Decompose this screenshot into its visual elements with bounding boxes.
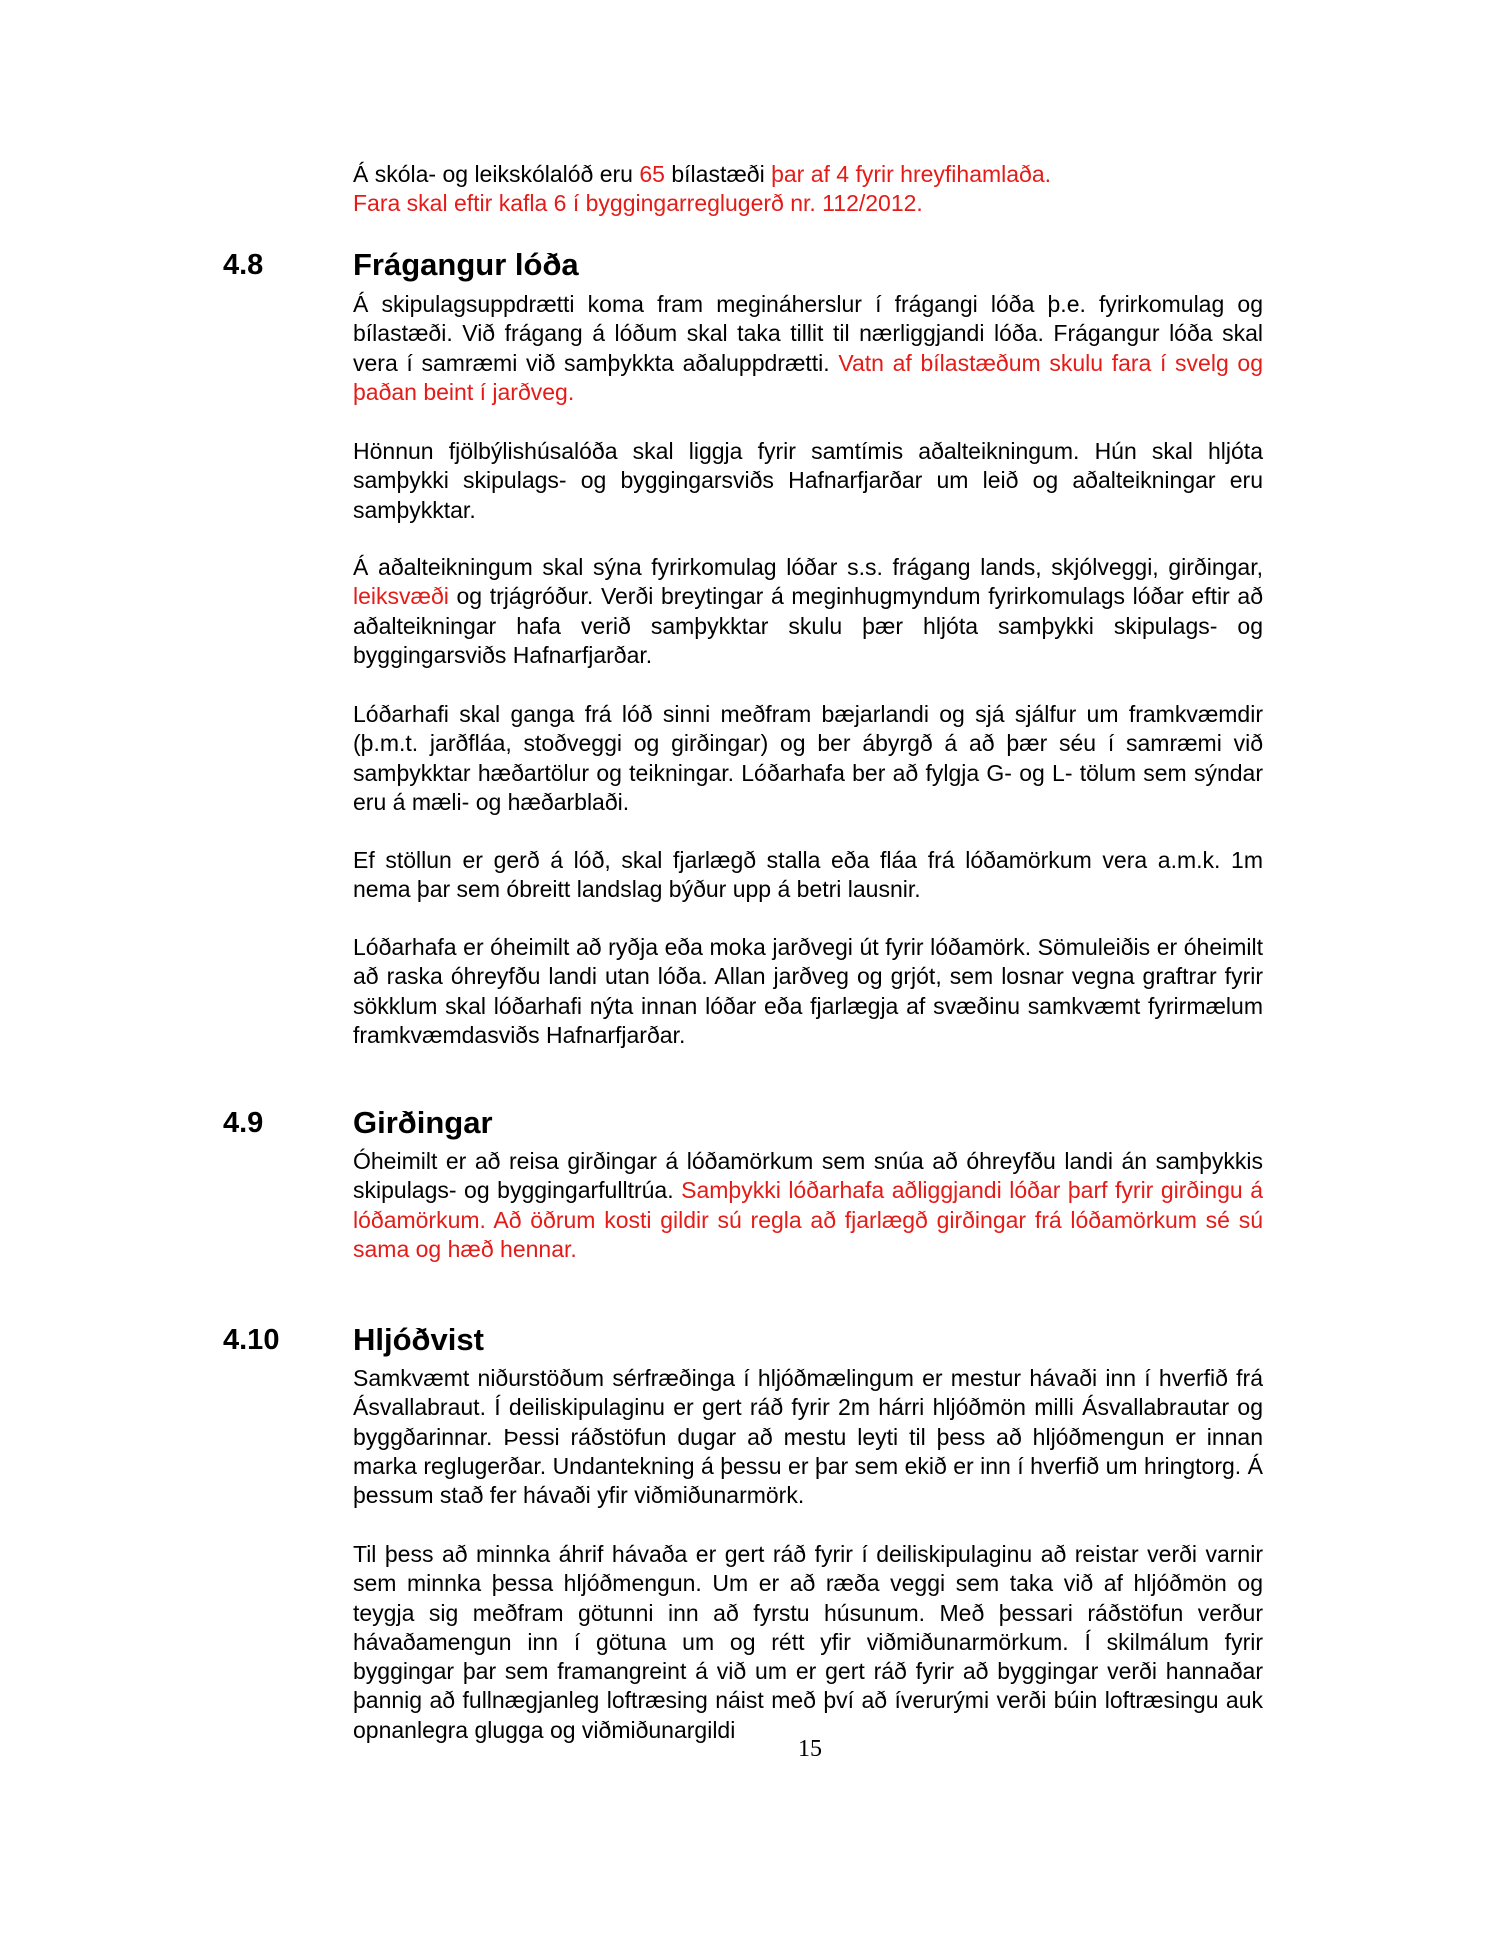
- parking-accessible: þar af 4 fyrir hreyfihamlaða.: [771, 161, 1052, 187]
- s48-paragraph-6: Lóðarhafa er óheimilt að ryðja eða moka jarðvegi út fyrir lóðamörk. Sömuleiðis er óheimilt að raska óhreyfðu landi utan lóða. Allan jarðveg og grjót, sem losnar vegna graftrar fyrir sökklum skal lóðarhafi nýta innan lóðar eða fjarlægja af svæðinu samkvæmt fyrirmælum framkvæmdasviðs Hafnarfjarðar.: [353, 934, 1263, 1048]
- s48-paragraph-4: Lóðarhafi skal ganga frá lóð sinni meðfram bæjarlandi og sjá sjálfur um framkvæmdir (þ.m.t. jarðfláa, stoðveggi og girðingar) og ber ábyrgð á að þær séu í samræmi við samþykktar hæðartölur og teikningar. Lóðarhafa ber að fylgja G- og L- tölum sem sýndar eru á mæli- og hæðarblaði.: [353, 701, 1263, 815]
- s49-paragraph-1: [353, 1147, 1263, 1264]
- regulation-reference: Fara skal eftir kafla 6 í byggingarreglugerð nr. 112/2012.: [353, 190, 923, 217]
- section-number-4-8: 4.8: [223, 249, 264, 281]
- s48-p3-text-cont: og trjágróður. Verði breytingar á meginhugmyndum fyrirkomulags lóðar eftir að aðalteikningar hafa verið samþykktar skulu þær hljóta samþykki skipulags- og byggingarsviðs Hafnarfjarðar.: [353, 583, 1263, 668]
- s410-paragraph-1: Samkvæmt niðurstöðum sérfræðinga í hljóðmælingum er mestur hávaði inn í hverfið frá Ásvallabraut. Í deiliskipulaginu er gert ráð fyrir 2m hárri hljóðmön milli Ásvallabrautar og byggðarinnar. Þessi ráðstöfun dugar að mestu leyti til þess að hljóðmengun er innan marka reglugerðar. Undantekning á þessu er þar sem ekið er inn í hverfið um hringtorg. Á þessum stað fer hávaði yfir viðmiðunarmörk.: [353, 1365, 1263, 1509]
- parking-paragraph: [353, 160, 1263, 219]
- s48-paragraph-1: [353, 290, 1263, 407]
- s48-paragraph-5: Ef stöllun er gerð á lóð, skal fjarlægð stalla eða fláa frá lóðamörkum vera a.m.k. 1m nema þar sem óbreitt landslag býður upp á betri lausnir.: [353, 847, 1263, 903]
- page-number: 15: [798, 1736, 822, 1762]
- parking-text-cont: bílastæði: [664, 161, 772, 187]
- section-number-4-9: 4.9: [223, 1107, 264, 1139]
- s48-p1-text: Á skipulagsuppdrætti koma fram megináherslur í frágangi lóða þ.e. fyrirkomulag og bílastæði. Við frágang á lóðum skal taka tillit til nærliggjandi lóða. Frágangur lóða skal vera í samræmi við samþykkta aðaluppdrætti.: [353, 291, 1263, 376]
- s49-p1-highlight: Samþykki lóðarhafa aðliggjandi lóðar þarf fyrir girðingu á lóðamörkum. Að öðrum kosti gildir sú regla að fjarlægð girðingar frá lóðamörkum sé sú sama og hæð hennar.: [353, 1177, 1263, 1262]
- parking-count: 65: [639, 161, 665, 187]
- s48-p1-highlight: Vatn af bílastæðum skulu fara í svelg og þaðan beint í jarðveg.: [353, 349, 1263, 405]
- section-title-4-9: Girðingar: [353, 1105, 493, 1140]
- section-number-4-10: 4.10: [223, 1324, 280, 1356]
- s49-p1-text: Óheimilt er að reisa girðingar á lóðamörkum sem snúa að óhreyfðu landi án samþykkis skipulags- og byggingarfulltrúa.: [353, 1148, 1263, 1204]
- s48-paragraph-3: [353, 553, 1263, 670]
- section-title-4-8: Frágangur lóða: [353, 247, 579, 282]
- s48-p3-text: Á aðalteikningum skal sýna fyrirkomulag lóðar s.s. frágang lands, skjólveggi, girðingar,: [353, 554, 1263, 580]
- s48-p3-highlight: leiksvæði: [353, 583, 449, 610]
- s48-paragraph-2: Hönnun fjölbýlishúsalóða skal liggja fyrir samtímis aðalteikningum. Hún skal hljóta samþykki skipulags- og byggingarsviðs Hafnarfjarðar um leið og aðalteikningar eru samþykktar.: [353, 438, 1263, 523]
- parking-text: Á skóla- og leikskólalóð eru: [353, 161, 640, 187]
- section-title-4-10: Hljóðvist: [353, 1322, 484, 1357]
- s410-paragraph-2: Til þess að minnka áhrif hávaða er gert ráð fyrir í deiliskipulaginu að reistar verði varnir sem minnka þessa hljóðmengun. Um er að ræða veggi sem taka við af hljóðmön og teygja sig meðfram götunni inn að fyrstu húsunum. Með þessari ráðstöfun verður hávaðamengun inn í götuna um og rétt yfir viðmiðunarmörkum. Í skilmálum fyrir byggingar þar sem framangreint á við um er gert ráð fyrir að byggingar verði hannaðar þannig að fullnægjanleg loftræsing náist með því að íverurými verði búin loftræsingu auk opnanlegra glugga og viðmiðunargildi: [353, 1541, 1263, 1743]
